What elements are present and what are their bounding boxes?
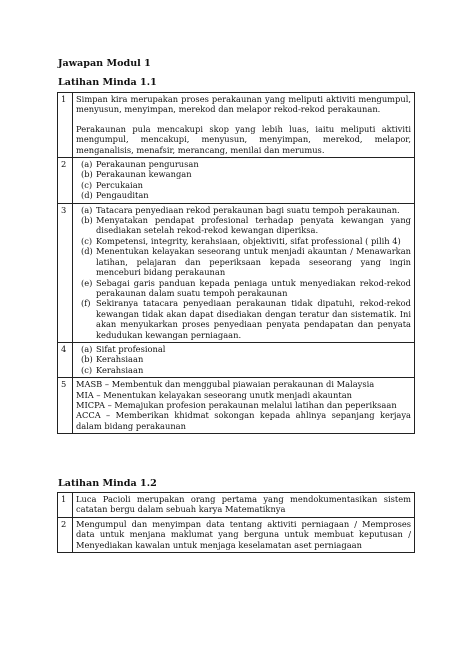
list-item bbox=[76, 180, 411, 190]
row-text: Luca Pacioli merupakan orang pertama yang mendokumentasikan sistem catatan bergu dalam sebuah karya Matematiknya bbox=[76, 494, 411, 515]
row-number: 4 bbox=[58, 342, 73, 377]
list-item bbox=[76, 190, 411, 200]
list-item bbox=[76, 205, 411, 215]
list-text: Tatacara penyediaan rekod perakaunan bagi suatu tempoh perakaunan. bbox=[96, 204, 400, 215]
section1-table bbox=[57, 92, 415, 434]
list-item bbox=[76, 159, 411, 169]
list-item bbox=[76, 354, 411, 364]
list-marker: (b) bbox=[81, 354, 93, 365]
row-content bbox=[73, 493, 415, 518]
row-content bbox=[73, 93, 415, 158]
table-row bbox=[58, 342, 415, 377]
row-text: Mengumpul dan menyimpan data tentang aktiviti perniagaan / Memproses data untuk menjana maklumat yang berguna untuk membuat keputusan / Menyediakan kawalan untuk menjaga keselamatan aset perniagaan bbox=[76, 518, 411, 550]
section2-heading: Latihan Minda 1.2 bbox=[58, 478, 157, 489]
list-text: Sifat profesional bbox=[96, 343, 166, 354]
list-marker: (d) bbox=[81, 246, 93, 257]
list-marker: (a) bbox=[81, 343, 93, 354]
list-marker: (a) bbox=[81, 159, 93, 170]
table-row bbox=[58, 378, 415, 434]
list-item bbox=[76, 365, 411, 375]
list-text: Kompetensi, integrity, kerahsiaan, objektiviti, sifat professional ( pilih 4) bbox=[96, 235, 401, 246]
row-number: 1 bbox=[58, 493, 73, 518]
list-marker: (a) bbox=[81, 204, 93, 215]
list-text: Sebagai garis panduan kepada peniaga untuk menyediakan rekod-rekod perakaunan dalam suatu tempoh perakaunan bbox=[96, 277, 411, 298]
list-item bbox=[76, 215, 411, 236]
row-content bbox=[73, 517, 415, 552]
list-marker: (b) bbox=[81, 169, 93, 180]
list-marker: (c) bbox=[81, 364, 93, 375]
section1-heading: Latihan Minda 1.1 bbox=[58, 77, 157, 88]
list-text: Kerahsiaan bbox=[96, 364, 144, 375]
list-item bbox=[76, 236, 411, 246]
table-row bbox=[58, 158, 415, 204]
list-item bbox=[76, 298, 411, 340]
list-text: Percukaian bbox=[96, 179, 143, 190]
list-marker: (b) bbox=[81, 215, 93, 226]
answer-list bbox=[76, 344, 411, 375]
list-marker: (f) bbox=[81, 298, 91, 309]
table-row bbox=[58, 93, 415, 158]
row-number: 2 bbox=[58, 517, 73, 552]
paragraph: Perakaunan pula mencakupi skop yang lebih luas, iaitu meliputi aktiviti mengumpul, mencakupi, menyusun, menyimpan, merekod, melapor, menganalisis, menafsir, merancang, menilai dan merumus. bbox=[76, 123, 411, 155]
table-row bbox=[58, 493, 415, 518]
table-row bbox=[58, 517, 415, 552]
row-content bbox=[73, 378, 415, 434]
row-content bbox=[73, 158, 415, 204]
text-line: MICPA – Memajukan profesion perakaunan melalui latihan dan peperiksaan bbox=[76, 399, 397, 410]
list-marker: (c) bbox=[81, 235, 93, 246]
row-number: 3 bbox=[58, 203, 73, 342]
list-text: Sekiranya tatacara penyediaan perakaunan tidak dipatuhi, rekod-rekod kewangan tidak akan dapat disediakan dengan teratur dan sistematik. Ini akan menyukarkan proses penyediaan penyata pendapatan dan penyata kedudukan kewangan perniagaan. bbox=[96, 298, 411, 340]
list-text: Pengauditan bbox=[96, 190, 149, 201]
answer-list bbox=[76, 159, 411, 201]
row-number: 2 bbox=[58, 158, 73, 204]
list-marker: (d) bbox=[81, 190, 93, 201]
row-content bbox=[73, 342, 415, 377]
list-text: Menentukan kelayakan seseorang untuk menjadi akauntan / Menawarkan latihan, pelajaran dan peperiksaan kepada seseorang yang ingin menceburi bidang perakaunan bbox=[96, 246, 411, 278]
list-text: Kerahsiaan bbox=[96, 354, 144, 365]
list-marker: (c) bbox=[81, 179, 93, 190]
row-number: 1 bbox=[58, 93, 73, 158]
section2-table bbox=[57, 492, 415, 553]
text-line: MIA – Menentukan kelayakan seseorang unutk menjadi akauntan bbox=[76, 389, 352, 400]
document-title: Jawapan Modul 1 bbox=[58, 58, 151, 69]
list-marker: (e) bbox=[81, 277, 93, 288]
row-content bbox=[73, 203, 415, 342]
list-item bbox=[76, 278, 411, 299]
table-row bbox=[58, 203, 415, 342]
list-item bbox=[76, 246, 411, 277]
list-item bbox=[76, 344, 411, 354]
list-text: Perakaunan kewangan bbox=[96, 169, 192, 180]
list-item bbox=[76, 169, 411, 179]
list-text: Menyatakan pendapat profesional terhadap penyata kewangan yang disediakan setelah rekod-rekod kewangan diperiksa. bbox=[96, 215, 411, 236]
row-number: 5 bbox=[58, 378, 73, 434]
answer-list bbox=[76, 205, 411, 340]
list-text: Perakaunan pengurusan bbox=[96, 159, 199, 170]
text-line: MASB – Membentuk dan menggubal piawaian perakaunan di Malaysia bbox=[76, 379, 375, 390]
text-line: ACCA – Memberikan khidmat sokongan kepada ahlinya sepanjang kerjaya dalam bidang perakaunan bbox=[76, 410, 411, 431]
paragraph: Simpan kira merupakan proses perakaunan yang meliputi aktiviti mengumpul, menyusun, menyimpan, merekod dan melapor rekod-rekod perakaunan. bbox=[76, 94, 411, 115]
